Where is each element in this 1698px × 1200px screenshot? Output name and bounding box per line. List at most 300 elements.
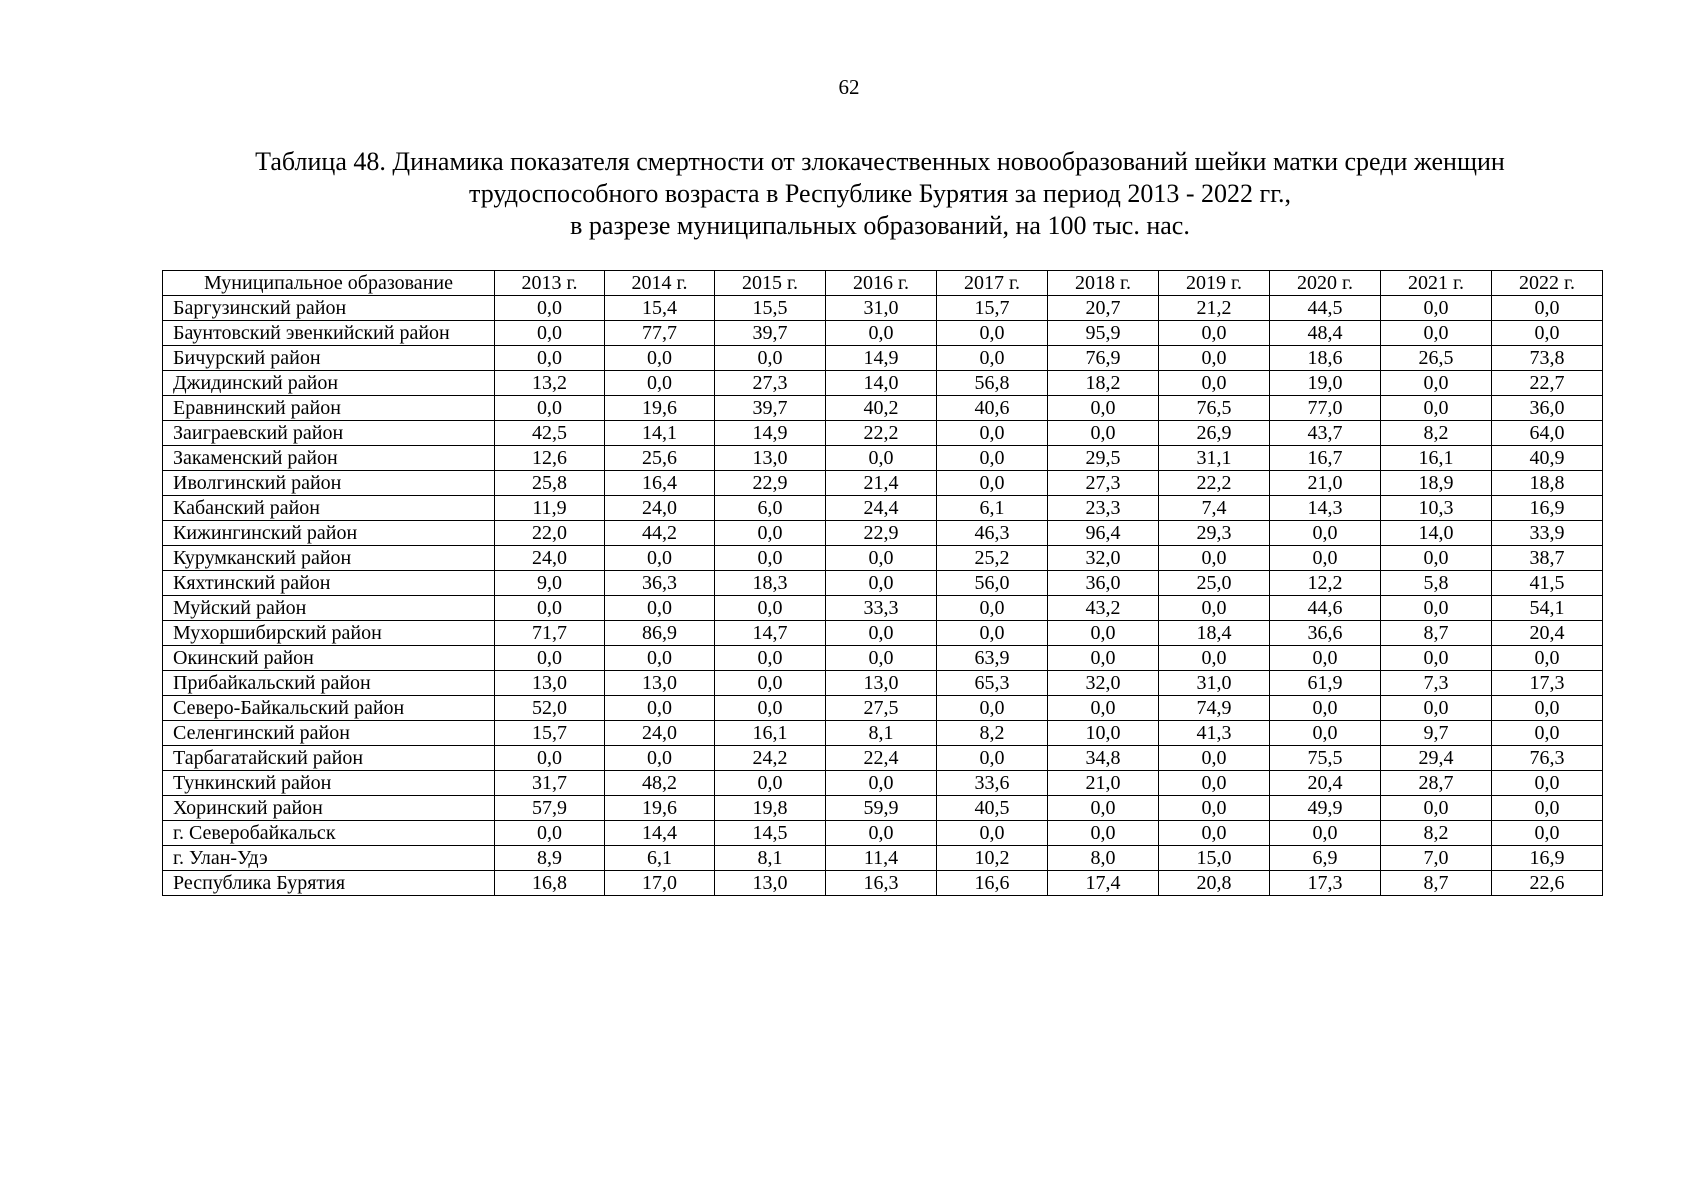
municipality-name-cell: Окинский район [163, 646, 495, 671]
value-cell: 0,0 [1492, 696, 1603, 721]
value-cell: 31,0 [1159, 671, 1270, 696]
value-cell: 0,0 [495, 396, 605, 421]
value-cell: 0,0 [715, 521, 826, 546]
value-cell: 12,2 [1270, 571, 1381, 596]
value-cell: 19,0 [1270, 371, 1381, 396]
table-row [163, 621, 1603, 646]
value-cell: 0,0 [1048, 646, 1159, 671]
value-cell: 22,9 [715, 471, 826, 496]
table-row [163, 646, 1603, 671]
value-cell: 43,7 [1270, 421, 1381, 446]
value-cell: 0,0 [495, 296, 605, 321]
value-cell: 27,3 [1048, 471, 1159, 496]
value-cell: 0,0 [1159, 371, 1270, 396]
value-cell: 9,0 [495, 571, 605, 596]
value-cell: 25,6 [605, 446, 715, 471]
value-cell: 0,0 [826, 821, 937, 846]
value-cell: 20,7 [1048, 296, 1159, 321]
value-cell: 0,0 [1159, 346, 1270, 371]
page-number: 62 [838, 75, 860, 99]
value-cell: 22,7 [1492, 371, 1603, 396]
table-row [163, 296, 1603, 321]
value-cell: 29,3 [1159, 521, 1270, 546]
value-cell: 17,3 [1270, 871, 1381, 896]
value-cell: 20,8 [1159, 871, 1270, 896]
table-row [163, 546, 1603, 571]
municipality-name-cell: Бичурский район [163, 346, 495, 371]
value-cell: 24,0 [605, 496, 715, 521]
value-cell: 18,2 [1048, 371, 1159, 396]
value-cell: 44,5 [1270, 296, 1381, 321]
value-cell: 12,6 [495, 446, 605, 471]
table-row [163, 471, 1603, 496]
table-title-line-3: в разрезе муниципальных образований, на 100 тыс. нас. [570, 211, 1190, 240]
value-cell: 76,3 [1492, 746, 1603, 771]
value-cell: 0,0 [937, 621, 1048, 646]
value-cell: 8,7 [1381, 871, 1492, 896]
value-cell: 19,6 [605, 796, 715, 821]
value-cell: 0,0 [1048, 796, 1159, 821]
value-cell: 34,8 [1048, 746, 1159, 771]
table-row [163, 721, 1603, 746]
value-cell: 11,9 [495, 496, 605, 521]
value-cell: 0,0 [715, 346, 826, 371]
municipality-name-cell: Кяхтинский район [163, 571, 495, 596]
value-cell: 14,0 [826, 371, 937, 396]
value-cell: 7,4 [1159, 496, 1270, 521]
municipality-name-cell: Еравнинский район [163, 396, 495, 421]
municipality-name-cell: Селенгинский район [163, 721, 495, 746]
value-cell: 39,7 [715, 321, 826, 346]
value-cell: 0,0 [495, 821, 605, 846]
value-cell: 0,0 [937, 596, 1048, 621]
value-cell: 0,0 [1270, 546, 1381, 571]
value-cell: 65,3 [937, 671, 1048, 696]
municipality-name-cell: Северо-Байкальский район [163, 696, 495, 721]
value-cell: 0,0 [1492, 646, 1603, 671]
value-cell: 0,0 [715, 696, 826, 721]
value-cell: 0,0 [1381, 696, 1492, 721]
table-title-line-2: трудоспособного возраста в Республике Бурятия за период 2013 - 2022 гг., [469, 179, 1291, 208]
value-cell: 16,9 [1492, 496, 1603, 521]
value-cell: 38,7 [1492, 546, 1603, 571]
value-cell: 0,0 [1159, 546, 1270, 571]
value-cell: 43,2 [1048, 596, 1159, 621]
value-cell: 15,7 [495, 721, 605, 746]
value-cell: 0,0 [1159, 321, 1270, 346]
municipality-name-cell: Курумканский район [163, 546, 495, 571]
value-cell: 28,7 [1381, 771, 1492, 796]
municipality-name-cell: Кабанский район [163, 496, 495, 521]
value-cell: 33,9 [1492, 521, 1603, 546]
table-row [163, 871, 1603, 896]
value-cell: 0,0 [826, 571, 937, 596]
value-cell: 0,0 [937, 746, 1048, 771]
value-cell: 0,0 [495, 346, 605, 371]
value-cell: 0,0 [715, 596, 826, 621]
value-cell: 17,4 [1048, 871, 1159, 896]
value-cell: 29,5 [1048, 446, 1159, 471]
value-cell: 0,0 [605, 346, 715, 371]
value-cell: 22,2 [826, 421, 937, 446]
value-cell: 40,9 [1492, 446, 1603, 471]
table-row [163, 571, 1603, 596]
municipality-name-cell: Баргузинский район [163, 296, 495, 321]
value-cell: 31,0 [826, 296, 937, 321]
value-cell: 11,4 [826, 846, 937, 871]
value-cell: 25,8 [495, 471, 605, 496]
value-cell: 31,1 [1159, 446, 1270, 471]
value-cell: 14,1 [605, 421, 715, 446]
mortality-table [162, 270, 1603, 896]
value-cell: 0,0 [826, 546, 937, 571]
value-cell: 0,0 [1381, 321, 1492, 346]
value-cell: 41,3 [1159, 721, 1270, 746]
value-cell: 0,0 [605, 371, 715, 396]
value-cell: 76,9 [1048, 346, 1159, 371]
value-cell: 42,5 [495, 421, 605, 446]
table-row [163, 746, 1603, 771]
column-header-year: 2015 г. [715, 271, 826, 296]
value-cell: 7,0 [1381, 846, 1492, 871]
table-row [163, 696, 1603, 721]
table-row [163, 321, 1603, 346]
municipality-name-cell: Джидинский район [163, 371, 495, 396]
value-cell: 0,0 [1381, 596, 1492, 621]
municipality-name-cell: Мухоршибирский район [163, 621, 495, 646]
column-header-year: 2013 г. [495, 271, 605, 296]
municipality-name-cell: Хоринский район [163, 796, 495, 821]
table-body [163, 296, 1603, 896]
municipality-name-cell: Баунтовский эвенкийский район [163, 321, 495, 346]
value-cell: 40,2 [826, 396, 937, 421]
table-row [163, 771, 1603, 796]
value-cell: 22,6 [1492, 871, 1603, 896]
value-cell: 19,8 [715, 796, 826, 821]
value-cell: 0,0 [826, 646, 937, 671]
value-cell: 48,4 [1270, 321, 1381, 346]
table-row [163, 346, 1603, 371]
value-cell: 20,4 [1492, 621, 1603, 646]
value-cell: 16,4 [605, 471, 715, 496]
column-header-year: 2014 г. [605, 271, 715, 296]
value-cell: 0,0 [1381, 396, 1492, 421]
table-row [163, 446, 1603, 471]
value-cell: 21,2 [1159, 296, 1270, 321]
value-cell: 0,0 [1270, 821, 1381, 846]
value-cell: 36,6 [1270, 621, 1381, 646]
table-row [163, 521, 1603, 546]
value-cell: 40,6 [937, 396, 1048, 421]
value-cell: 15,0 [1159, 846, 1270, 871]
value-cell: 23,3 [1048, 496, 1159, 521]
value-cell: 27,3 [715, 371, 826, 396]
value-cell: 22,4 [826, 746, 937, 771]
value-cell: 24,0 [605, 721, 715, 746]
value-cell: 20,4 [1270, 771, 1381, 796]
value-cell: 33,6 [937, 771, 1048, 796]
value-cell: 26,5 [1381, 346, 1492, 371]
value-cell: 0,0 [1492, 821, 1603, 846]
value-cell: 0,0 [1159, 596, 1270, 621]
value-cell: 0,0 [495, 321, 605, 346]
value-cell: 18,9 [1381, 471, 1492, 496]
value-cell: 0,0 [1492, 296, 1603, 321]
value-cell: 27,5 [826, 696, 937, 721]
municipality-name-cell: Тункинский район [163, 771, 495, 796]
value-cell: 32,0 [1048, 671, 1159, 696]
value-cell: 33,3 [826, 596, 937, 621]
value-cell: 74,9 [1159, 696, 1270, 721]
value-cell: 0,0 [1381, 296, 1492, 321]
table-row [163, 671, 1603, 696]
value-cell: 0,0 [1048, 696, 1159, 721]
value-cell: 0,0 [715, 546, 826, 571]
value-cell: 0,0 [1492, 321, 1603, 346]
value-cell: 0,0 [1270, 646, 1381, 671]
table-row [163, 496, 1603, 521]
value-cell: 0,0 [937, 446, 1048, 471]
value-cell: 0,0 [1270, 696, 1381, 721]
value-cell: 5,8 [1381, 571, 1492, 596]
value-cell: 76,5 [1159, 396, 1270, 421]
value-cell: 0,0 [826, 446, 937, 471]
value-cell: 13,0 [715, 446, 826, 471]
table-row [163, 421, 1603, 446]
header-row [163, 271, 1603, 296]
value-cell: 25,2 [937, 546, 1048, 571]
table-row [163, 796, 1603, 821]
value-cell: 56,0 [937, 571, 1048, 596]
value-cell: 14,9 [826, 346, 937, 371]
value-cell: 0,0 [1048, 621, 1159, 646]
value-cell: 17,3 [1492, 671, 1603, 696]
value-cell: 0,0 [937, 346, 1048, 371]
value-cell: 13,0 [495, 671, 605, 696]
value-cell: 49,9 [1270, 796, 1381, 821]
value-cell: 0,0 [605, 596, 715, 621]
value-cell: 86,9 [605, 621, 715, 646]
value-cell: 8,0 [1048, 846, 1159, 871]
value-cell: 0,0 [715, 671, 826, 696]
municipality-name-cell: г. Северобайкальск [163, 821, 495, 846]
value-cell: 0,0 [1270, 721, 1381, 746]
value-cell: 36,0 [1048, 571, 1159, 596]
value-cell: 13,0 [605, 671, 715, 696]
municipality-name-cell: Муйский район [163, 596, 495, 621]
value-cell: 0,0 [1159, 646, 1270, 671]
value-cell: 16,8 [495, 871, 605, 896]
value-cell: 32,0 [1048, 546, 1159, 571]
value-cell: 56,8 [937, 371, 1048, 396]
value-cell: 14,5 [715, 821, 826, 846]
value-cell: 22,0 [495, 521, 605, 546]
value-cell: 6,1 [605, 846, 715, 871]
value-cell: 22,2 [1159, 471, 1270, 496]
value-cell: 18,4 [1159, 621, 1270, 646]
value-cell: 0,0 [826, 771, 937, 796]
value-cell: 0,0 [1492, 721, 1603, 746]
value-cell: 0,0 [495, 596, 605, 621]
value-cell: 73,8 [1492, 346, 1603, 371]
value-cell: 64,0 [1492, 421, 1603, 446]
column-header-year: 2022 г. [1492, 271, 1603, 296]
municipality-name-cell: Тарбагатайский район [163, 746, 495, 771]
value-cell: 0,0 [937, 471, 1048, 496]
value-cell: 13,0 [826, 671, 937, 696]
value-cell: 0,0 [1159, 796, 1270, 821]
table-row [163, 371, 1603, 396]
value-cell: 18,3 [715, 571, 826, 596]
value-cell: 0,0 [1048, 821, 1159, 846]
value-cell: 7,3 [1381, 671, 1492, 696]
municipality-name-cell: г. Улан-Удэ [163, 846, 495, 871]
value-cell: 16,3 [826, 871, 937, 896]
value-cell: 0,0 [715, 646, 826, 671]
table-title [130, 146, 1630, 242]
value-cell: 29,4 [1381, 746, 1492, 771]
value-cell: 44,2 [605, 521, 715, 546]
column-header-year: 2021 г. [1381, 271, 1492, 296]
value-cell: 16,1 [1381, 446, 1492, 471]
value-cell: 61,9 [1270, 671, 1381, 696]
value-cell: 8,2 [937, 721, 1048, 746]
value-cell: 52,0 [495, 696, 605, 721]
municipality-name-cell: Заиграевский район [163, 421, 495, 446]
value-cell: 0,0 [937, 321, 1048, 346]
value-cell: 14,3 [1270, 496, 1381, 521]
value-cell: 46,3 [937, 521, 1048, 546]
value-cell: 6,1 [937, 496, 1048, 521]
value-cell: 15,4 [605, 296, 715, 321]
value-cell: 0,0 [1159, 746, 1270, 771]
value-cell: 15,7 [937, 296, 1048, 321]
column-header-year: 2016 г. [826, 271, 937, 296]
value-cell: 8,1 [826, 721, 937, 746]
column-header-year: 2018 г. [1048, 271, 1159, 296]
value-cell: 0,0 [1159, 821, 1270, 846]
value-cell: 0,0 [605, 696, 715, 721]
value-cell: 44,6 [1270, 596, 1381, 621]
column-header-year: 2017 г. [937, 271, 1048, 296]
value-cell: 36,0 [1492, 396, 1603, 421]
value-cell: 0,0 [1270, 521, 1381, 546]
value-cell: 0,0 [605, 646, 715, 671]
value-cell: 18,6 [1270, 346, 1381, 371]
value-cell: 77,7 [605, 321, 715, 346]
table-row [163, 396, 1603, 421]
municipality-name-cell: Иволгинский район [163, 471, 495, 496]
value-cell: 39,7 [715, 396, 826, 421]
municipality-name-cell: Прибайкальский район [163, 671, 495, 696]
value-cell: 75,5 [1270, 746, 1381, 771]
municipality-name-cell: Республика Бурятия [163, 871, 495, 896]
value-cell: 21,0 [1048, 771, 1159, 796]
value-cell: 40,5 [937, 796, 1048, 821]
value-cell: 14,7 [715, 621, 826, 646]
value-cell: 8,9 [495, 846, 605, 871]
value-cell: 26,9 [1159, 421, 1270, 446]
table-row [163, 821, 1603, 846]
value-cell: 8,1 [715, 846, 826, 871]
municipality-name-cell: Закаменский район [163, 446, 495, 471]
value-cell: 18,8 [1492, 471, 1603, 496]
value-cell: 0,0 [937, 696, 1048, 721]
value-cell: 24,0 [495, 546, 605, 571]
value-cell: 16,6 [937, 871, 1048, 896]
value-cell: 0,0 [1381, 796, 1492, 821]
value-cell: 31,7 [495, 771, 605, 796]
value-cell: 0,0 [1381, 371, 1492, 396]
value-cell: 21,0 [1270, 471, 1381, 496]
value-cell: 8,2 [1381, 421, 1492, 446]
value-cell: 63,9 [937, 646, 1048, 671]
value-cell: 0,0 [1048, 396, 1159, 421]
value-cell: 16,1 [715, 721, 826, 746]
value-cell: 6,9 [1270, 846, 1381, 871]
value-cell: 15,5 [715, 296, 826, 321]
value-cell: 0,0 [826, 321, 937, 346]
value-cell: 36,3 [605, 571, 715, 596]
value-cell: 9,7 [1381, 721, 1492, 746]
value-cell: 14,4 [605, 821, 715, 846]
value-cell: 54,1 [1492, 596, 1603, 621]
value-cell: 0,0 [1381, 646, 1492, 671]
table-row [163, 846, 1603, 871]
value-cell: 48,2 [605, 771, 715, 796]
value-cell: 14,9 [715, 421, 826, 446]
value-cell: 8,7 [1381, 621, 1492, 646]
value-cell: 59,9 [826, 796, 937, 821]
table-row [163, 596, 1603, 621]
value-cell: 96,4 [1048, 521, 1159, 546]
value-cell: 0,0 [937, 821, 1048, 846]
value-cell: 17,0 [605, 871, 715, 896]
value-cell: 13,0 [715, 871, 826, 896]
value-cell: 10,0 [1048, 721, 1159, 746]
value-cell: 0,0 [495, 646, 605, 671]
value-cell: 24,2 [715, 746, 826, 771]
value-cell: 0,0 [715, 771, 826, 796]
value-cell: 13,2 [495, 371, 605, 396]
value-cell: 8,2 [1381, 821, 1492, 846]
municipality-name-cell: Кижингинский район [163, 521, 495, 546]
value-cell: 95,9 [1048, 321, 1159, 346]
value-cell: 0,0 [826, 621, 937, 646]
column-header-year: 2019 г. [1159, 271, 1270, 296]
value-cell: 0,0 [1048, 421, 1159, 446]
value-cell: 0,0 [1159, 771, 1270, 796]
value-cell: 71,7 [495, 621, 605, 646]
value-cell: 19,6 [605, 396, 715, 421]
table-title-line-1: Таблица 48. Динамика показателя смертности от злокачественных новообразований шейки матки среди женщин [255, 147, 1505, 176]
value-cell: 6,0 [715, 496, 826, 521]
value-cell: 0,0 [605, 746, 715, 771]
value-cell: 0,0 [1381, 546, 1492, 571]
value-cell: 14,0 [1381, 521, 1492, 546]
column-header-municipality: Муниципальное образование [163, 271, 495, 296]
value-cell: 0,0 [1492, 771, 1603, 796]
value-cell: 16,9 [1492, 846, 1603, 871]
value-cell: 10,3 [1381, 496, 1492, 521]
value-cell: 24,4 [826, 496, 937, 521]
value-cell: 0,0 [605, 546, 715, 571]
value-cell: 57,9 [495, 796, 605, 821]
value-cell: 10,2 [937, 846, 1048, 871]
value-cell: 16,7 [1270, 446, 1381, 471]
value-cell: 0,0 [937, 421, 1048, 446]
value-cell: 0,0 [495, 746, 605, 771]
